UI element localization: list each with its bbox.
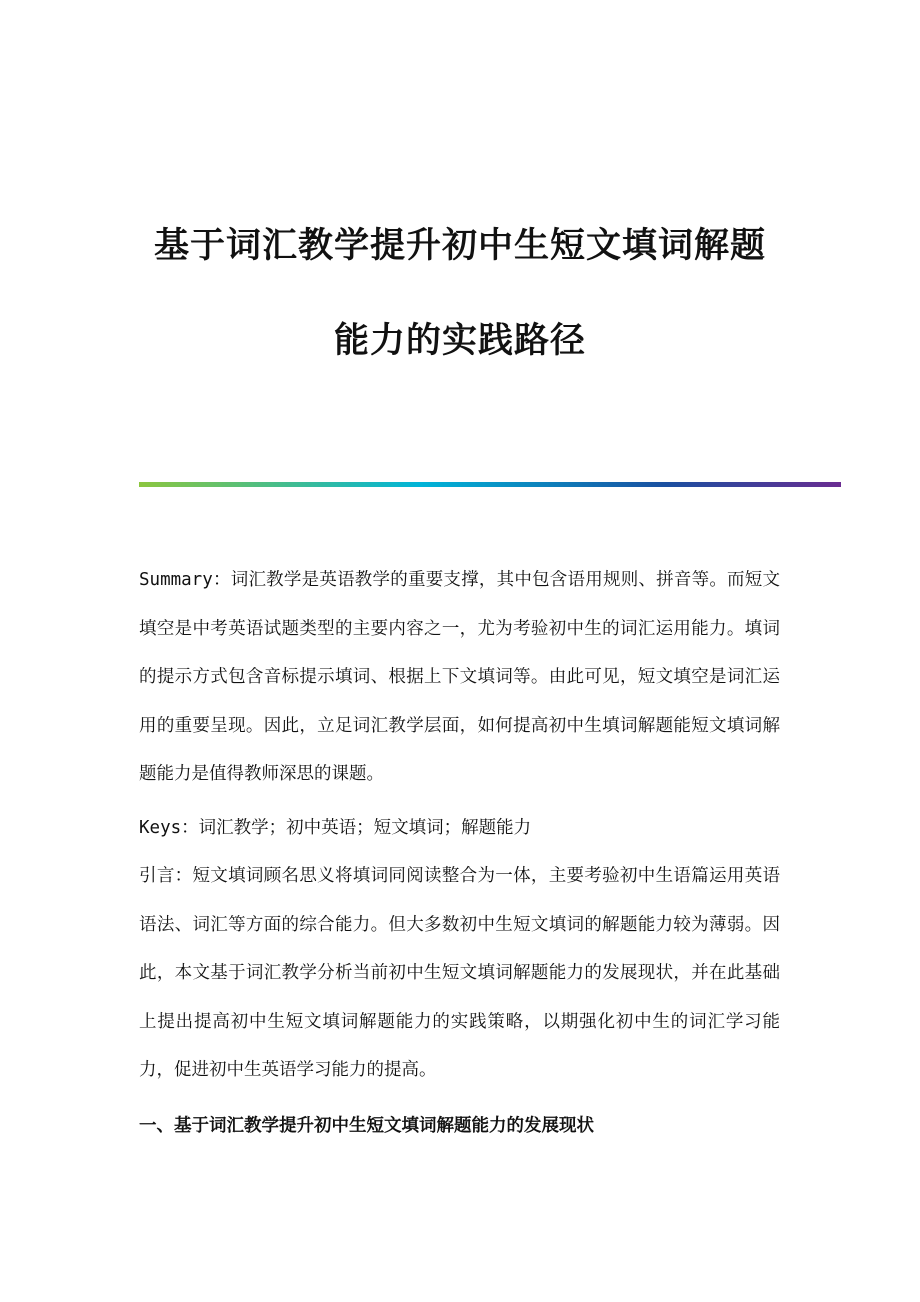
keys-label: Keys： [139, 818, 199, 838]
intro-label: 引言： [139, 866, 193, 886]
gradient-divider [139, 482, 841, 487]
summary-label: Summary： [139, 570, 231, 590]
summary-paragraph [139, 556, 780, 799]
intro-paragraph [139, 852, 780, 1095]
document-title-line-1: 基于词汇教学提升初中生短文填词解题 [153, 225, 766, 266]
keys-text: 词汇教学；初中英语；短文填词；解题能力 [198, 818, 532, 838]
document-title-line-2: 能力的实践路径 [333, 320, 586, 361]
intro-text: 短文填词顾名思义将填词同阅读整合为一体，主要考验初中生语篇运用英语语法、词汇等方面的综合能力。但大多数初中生短文填词的解题能力较为薄弱。因此，本文基于词汇教学分析当前初中生短文填词解题能力的发展现状，并在此基础上提出提高初中生短文填词解题能力的实践策略，以期强化初中生的词汇学习能力，促进初中生英语学习能力的提高。 [139, 866, 781, 1080]
summary-text: 词汇教学是英语教学的重要支撑，其中包含语用规则、拼音等。而短文填空是中考英语试题类型的主要内容之一，尤为考验初中生的词汇运用能力。填词的提示方式包含音标提示填词、根据上下文填词等。由此可见，短文填空是词汇运用的重要呈现。因此，立足词汇教学层面，如何提高初中生填词解题能短文填词解题能力是值得教师深思的课题。 [139, 570, 780, 784]
keys-paragraph [139, 804, 780, 853]
section-heading-1: 一、基于词汇教学提升初中生短文填词解题能力的发展现状 [139, 1116, 594, 1136]
